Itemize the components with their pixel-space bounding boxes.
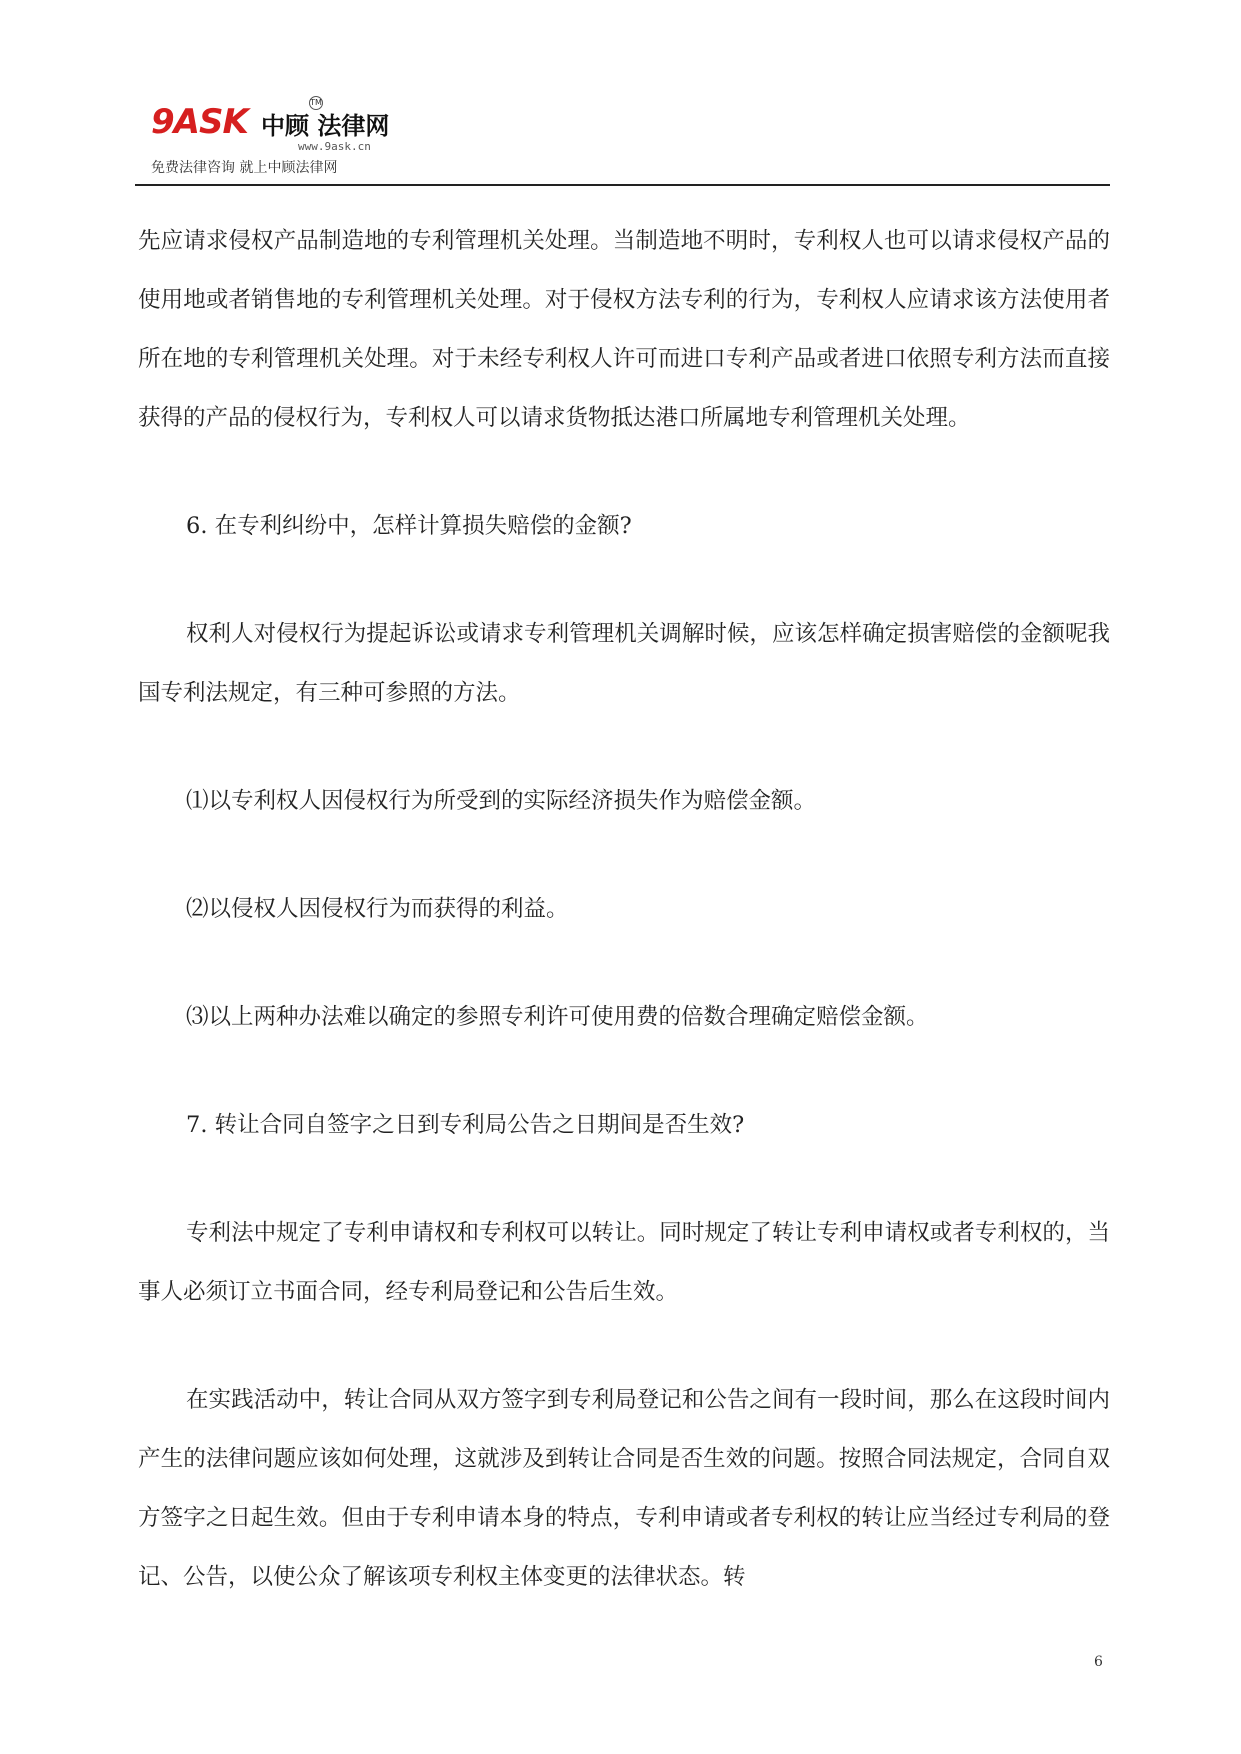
list-item-method-1: ⑴以专利权人因侵权行为所受到的实际经济损失作为赔偿金额。: [186, 788, 817, 814]
document-body: [138, 212, 1110, 1607]
logo-url: www.9ask.cn: [298, 140, 371, 153]
paragraph-practice: 在实践活动中，转让合同从双方签字到专利局登记和公告之间有一段时间，那么在这段时间内产生的法律问题应该如何处理，这就涉及到转让合同是否生效的问题。按照合同法规定，合同自双方签字之日起生效。但由于专利申请本身的特点，专利申请或者专利权的转让应当经过专利局的登记、公告，以使公众了解该项专利权主体变更的法律状态。转: [138, 1387, 1110, 1590]
question-heading-6: 6. 在专利纠纷中，怎样计算损失赔偿的金额?: [186, 513, 632, 539]
paragraph-answer-7: 专利法中规定了专利申请权和专利权可以转让。同时规定了转让专利申请权或者专利权的，当事人必须订立书面合同，经专利局登记和公告后生效。: [138, 1220, 1110, 1305]
paragraph-continued: 先应请求侵权产品制造地的专利管理机关处理。当制造地不明时，专利权人也可以请求侵权产品的使用地或者销售地的专利管理机关处理。对于侵权方法专利的行为，专利权人应请求该方法使用者所在地的专利管理机关处理。对于未经专利权人许可而进口专利产品或者进口依照专利方法而直接获得的产品的侵权行为，专利权人可以请求货物抵达港口所属地专利管理机关处理。: [138, 228, 1110, 431]
question-heading-7: 7. 转让合同自签字之日到专利局公告之日期间是否生效?: [186, 1112, 745, 1138]
page-number: 6: [1094, 1654, 1103, 1670]
paragraph-answer-6: 权利人对侵权行为提起诉讼或请求专利管理机关调解时候，应该怎样确定损害赔偿的金额呢我国专利法规定，有三种可参照的方法。: [138, 621, 1110, 706]
page-header: [135, 88, 1110, 188]
header-divider: [135, 184, 1110, 186]
list-item-method-2: ⑵以侵权人因侵权行为而获得的利益。: [186, 896, 569, 922]
site-logo[interactable]: [151, 98, 411, 176]
list-item-method-3: ⑶以上两种办法难以确定的参照专利许可使用费的倍数合理确定赔偿金额。: [186, 1004, 929, 1030]
logo-name: 中顾 法律网: [261, 112, 390, 140]
trademark-icon: TM: [309, 96, 323, 110]
logo-mark: 9ASK: [151, 102, 248, 142]
logo-slogan: 免费法律咨询 就上中顾法律网: [151, 160, 338, 176]
